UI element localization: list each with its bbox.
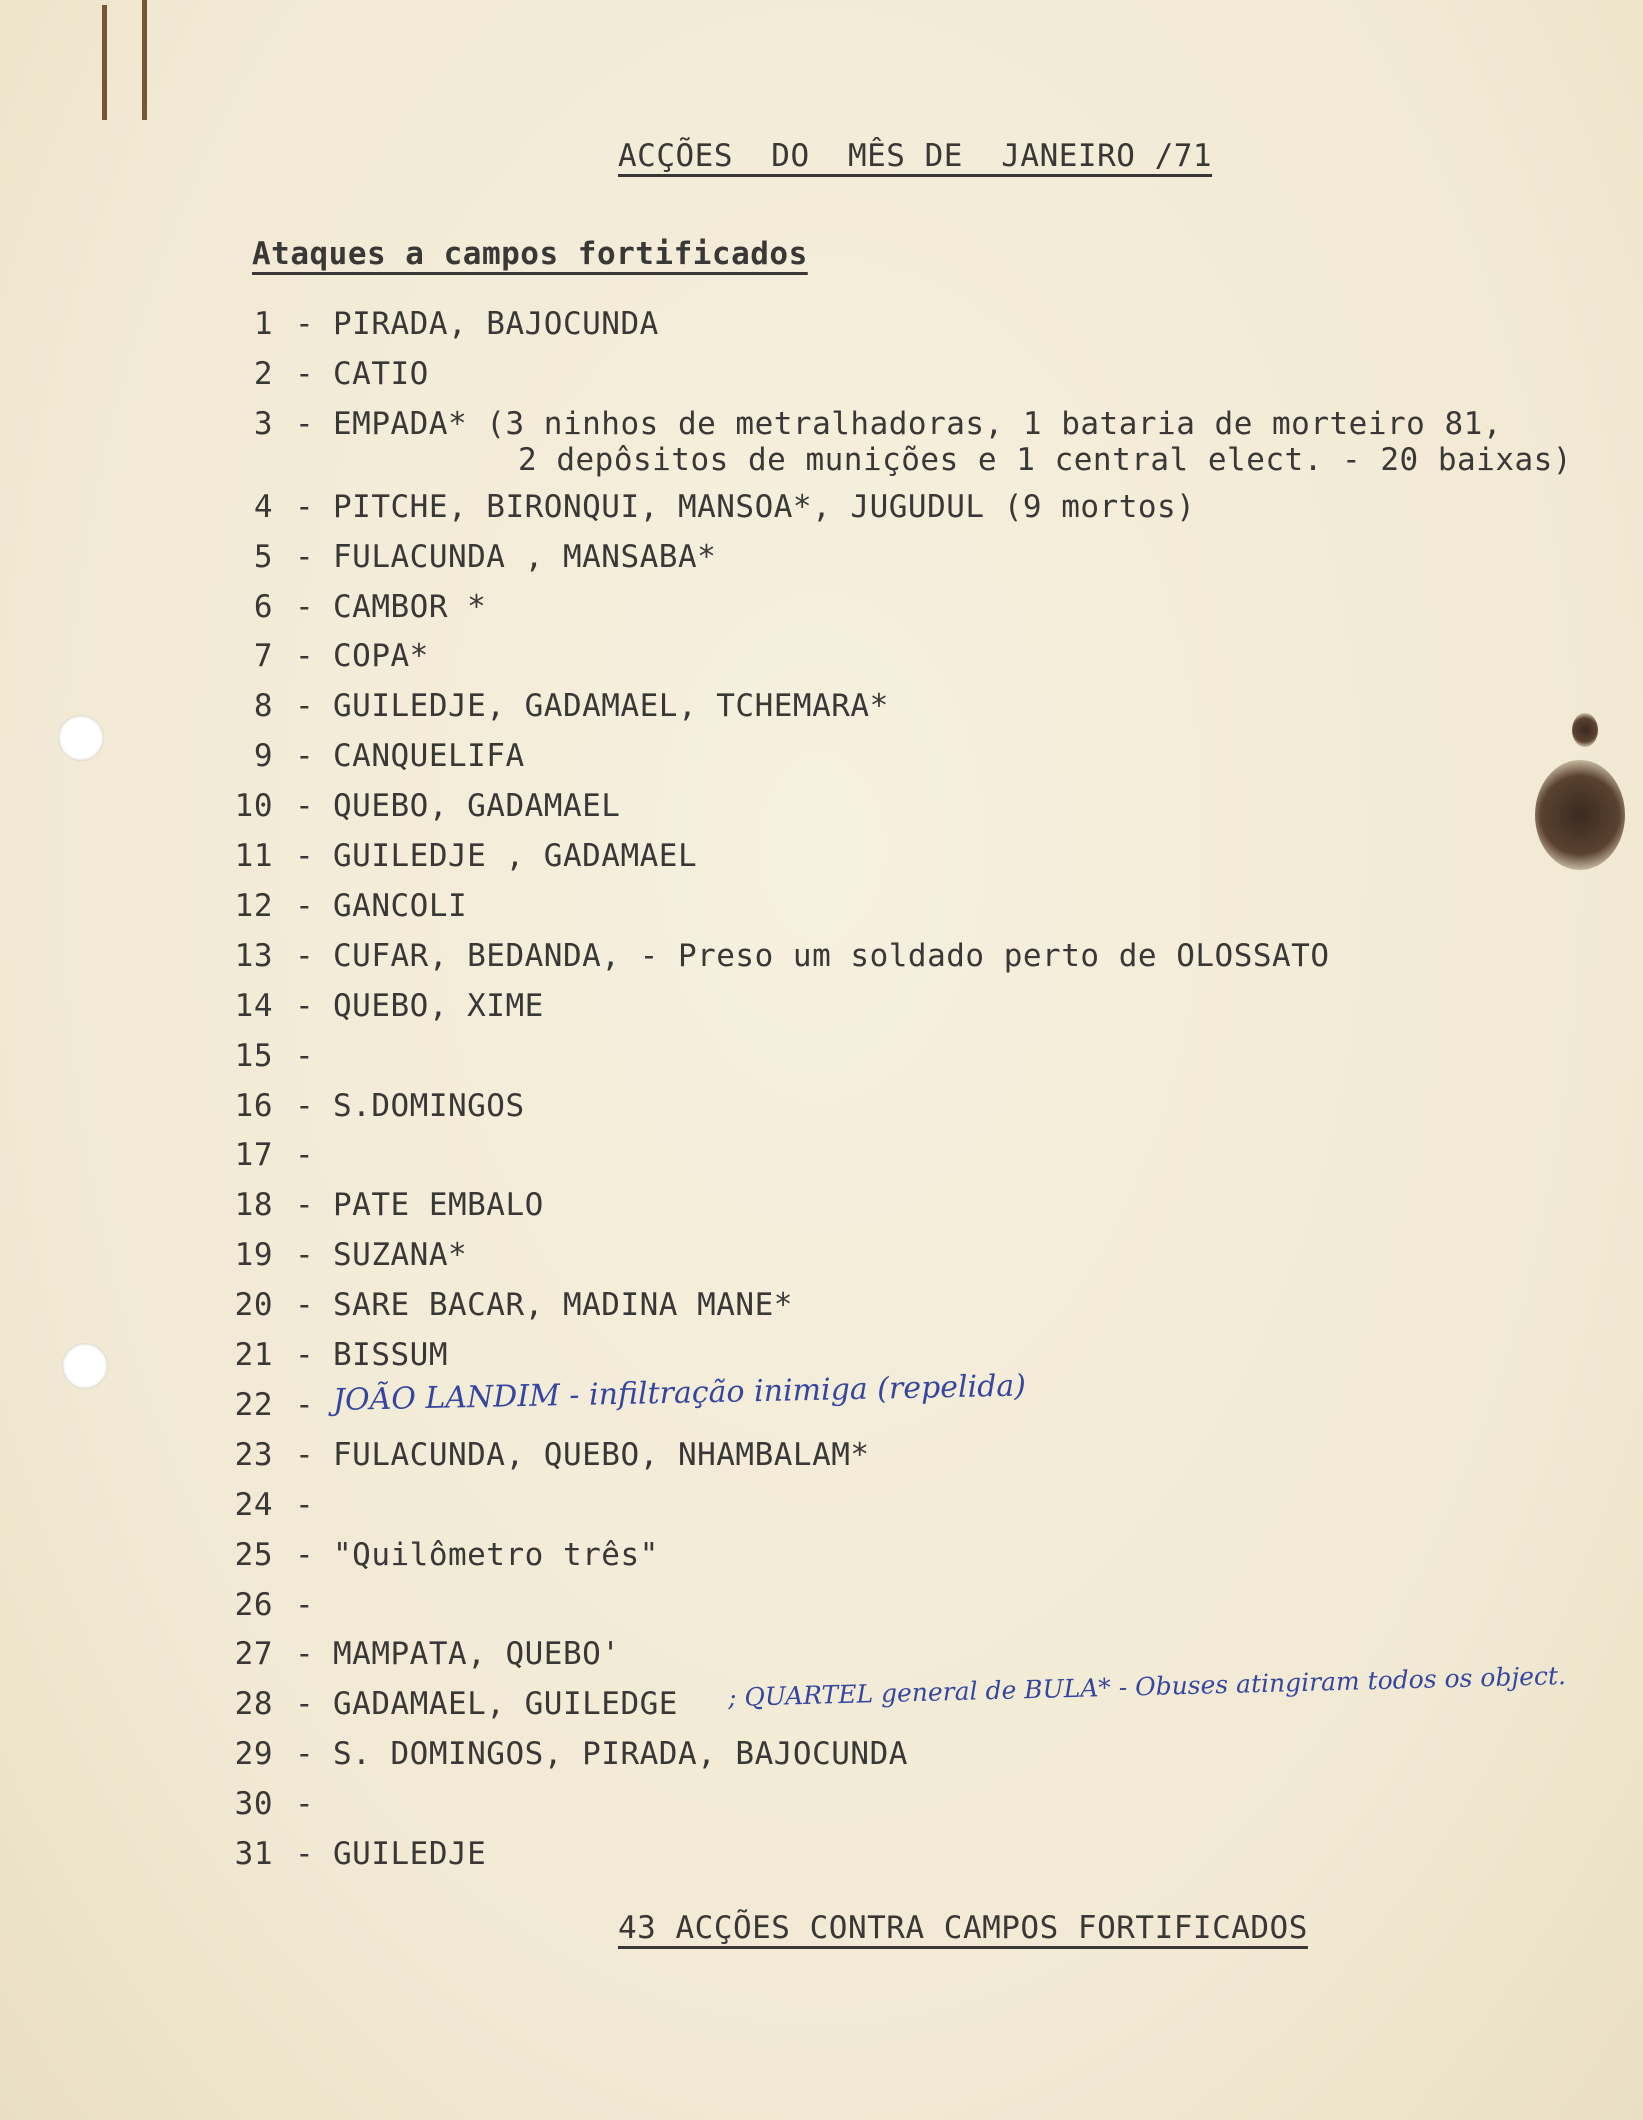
entry-number: 19 (234, 1237, 273, 1274)
entry-text: FULACUNDA, QUEBO, NHAMBALAM* (333, 1436, 870, 1473)
entry-dash: - (295, 688, 315, 725)
entry-number: 23 (234, 1436, 273, 1473)
section-heading: Ataques a campos fortificados (252, 236, 808, 272)
entry-number: 29 (234, 1736, 273, 1773)
entry-text: GADAMAEL, GUILEDGE (333, 1686, 678, 1723)
list-item (0, 1287, 1643, 1327)
entry-number: 3 (253, 405, 273, 442)
entry-number: 31 (234, 1836, 273, 1872)
entry-dash: - (295, 1436, 315, 1473)
entry-dash: - (295, 1736, 315, 1773)
entry-number: 9 (253, 738, 273, 775)
entry-dash: - (295, 355, 315, 392)
entry-number: 25 (234, 1536, 273, 1573)
entry-dash: - (295, 588, 315, 625)
entry-dash: - (295, 1836, 315, 1872)
entry-dash: - (295, 1586, 315, 1623)
entry-dash: - (295, 1287, 315, 1324)
list-item (0, 1487, 1643, 1527)
list-item (0, 1187, 1643, 1227)
entry-dash: - (295, 788, 315, 825)
entry-dash: - (295, 838, 315, 874)
entry-number: 30 (234, 1786, 273, 1823)
entry-text: EMPADA* (3 ninhos de metralhadoras, 1 bataria de morteiro 81, (333, 405, 1502, 442)
entry-text: GUILEDJE (333, 1836, 487, 1872)
entry-text: CANQUELIFA (333, 738, 525, 775)
entry-dash: - (295, 1636, 315, 1673)
entry-text: CAMBOR * (333, 588, 487, 625)
entry-text: GUILEDJE , GADAMAEL (333, 838, 698, 874)
entry-number: 26 (234, 1586, 273, 1623)
list-item (0, 306, 1643, 346)
staple-mark (142, 0, 147, 120)
entry-text: S.DOMINGOS (333, 1087, 525, 1124)
entry-number: 7 (253, 638, 273, 675)
list-item (0, 1537, 1643, 1577)
entry-text: MAMPATA, QUEBO' (333, 1636, 621, 1673)
list-item (0, 589, 1643, 629)
entry-number: 20 (234, 1287, 273, 1324)
entry-text: QUEBO, GADAMAEL (333, 788, 621, 825)
entry-text: BISSUM (333, 1337, 448, 1373)
list-item (0, 539, 1643, 579)
list-item (0, 1137, 1643, 1177)
entry-number: 27 (234, 1636, 273, 1673)
entry-number: 11 (234, 838, 273, 874)
list-item (0, 888, 1643, 928)
entry-number: 8 (253, 688, 273, 725)
page-title: ACÇÕES DO MÊS DE JANEIRO /71 (618, 138, 1213, 174)
entry-text: GANCOLI (333, 887, 468, 924)
list-item (0, 938, 1643, 978)
list-item (0, 688, 1643, 728)
entry-number: 4 (253, 488, 273, 525)
entry-text: QUEBO, XIME (333, 987, 544, 1024)
entry-text: CUFAR, BEDANDA, - Preso um soldado perto de OLOSSATO (333, 937, 1330, 974)
entry-dash: - (295, 1237, 315, 1274)
list-item (0, 1088, 1643, 1128)
entry-number: 22 (234, 1386, 273, 1423)
entry-number: 15 (234, 1037, 273, 1074)
entry-text: SARE BACAR, MADINA MANE* (333, 1287, 793, 1324)
list-item (0, 356, 1643, 396)
entry-dash: - (295, 488, 315, 525)
entry-number: 16 (234, 1087, 273, 1124)
entry-number: 18 (234, 1187, 273, 1224)
list-item (0, 1437, 1643, 1477)
entry-dash: - (295, 1536, 315, 1573)
list-item (0, 638, 1643, 678)
entry-text: S. DOMINGOS, PIRADA, BAJOCUNDA (333, 1736, 908, 1773)
entry-text-continued: 2 depôsitos de munições e 1 central elect. - 20 baixas) (518, 441, 1572, 478)
entry-number: 21 (234, 1337, 273, 1373)
total-summary: 43 ACÇÕES CONTRA CAMPOS FORTIFICADOS (618, 1910, 1308, 1946)
list-item (0, 738, 1643, 778)
entry-text: SUZANA* (333, 1237, 468, 1274)
staple-mark (102, 5, 107, 120)
entry-dash: - (295, 1137, 315, 1174)
entry-dash: - (295, 638, 315, 675)
entry-number: 17 (234, 1137, 273, 1174)
list-item (0, 1337, 1643, 1377)
list-item (0, 1587, 1643, 1627)
list-item (0, 1786, 1643, 1826)
entry-dash: - (295, 1786, 315, 1823)
entry-text: PATE EMBALO (333, 1187, 544, 1224)
entry-text: COPA* (333, 638, 429, 675)
entry-dash: - (295, 306, 315, 342)
list-item (0, 988, 1643, 1028)
entry-dash: - (295, 987, 315, 1024)
handwritten-note-28: ; QUARTEL general de BULA* - Obuses atingiram todos os object. (727, 1661, 1567, 1712)
list-item (0, 1736, 1643, 1776)
list-item (0, 788, 1643, 828)
entry-dash: - (295, 1187, 315, 1224)
entry-dash: - (295, 1486, 315, 1523)
list-item (0, 838, 1643, 878)
entry-number: 28 (234, 1686, 273, 1723)
entry-text: CATIO (333, 355, 429, 392)
entry-text: "Quilômetro três" (333, 1536, 659, 1573)
entry-number: 24 (234, 1486, 273, 1523)
list-item (0, 405, 1643, 478)
entry-dash: - (295, 405, 315, 442)
entry-number: 1 (253, 306, 273, 342)
entry-text: GUILEDJE, GADAMAEL, TCHEMARA* (333, 688, 889, 725)
entry-number: 13 (234, 937, 273, 974)
entry-number: 6 (253, 588, 273, 625)
entry-dash: - (295, 538, 315, 575)
list-item (0, 1038, 1643, 1078)
entry-dash: - (295, 887, 315, 924)
handwritten-note-22: JOÃO LANDIM - infiltração inimiga (repelida) (332, 1368, 1027, 1418)
entry-dash: - (295, 1386, 315, 1423)
entry-text: PIRADA, BAJOCUNDA (333, 306, 659, 342)
entry-number: 5 (253, 538, 273, 575)
list-item (0, 489, 1643, 529)
entry-number: 10 (234, 788, 273, 825)
entry-dash: - (295, 1686, 315, 1723)
list-item (0, 1237, 1643, 1277)
entry-dash: - (295, 738, 315, 775)
list-item (0, 1836, 1643, 1876)
entry-number: 2 (253, 355, 273, 392)
entry-dash: - (295, 1087, 315, 1124)
entry-number: 14 (234, 987, 273, 1024)
entry-text: FULACUNDA , MANSABA* (333, 538, 717, 575)
entry-dash: - (295, 1337, 315, 1373)
entry-dash: - (295, 1037, 315, 1074)
entry-text: PITCHE, BIRONQUI, MANSOA*, JUGUDUL (9 mortos) (333, 488, 1196, 525)
entry-dash: - (295, 937, 315, 974)
entry-number: 12 (234, 887, 273, 924)
